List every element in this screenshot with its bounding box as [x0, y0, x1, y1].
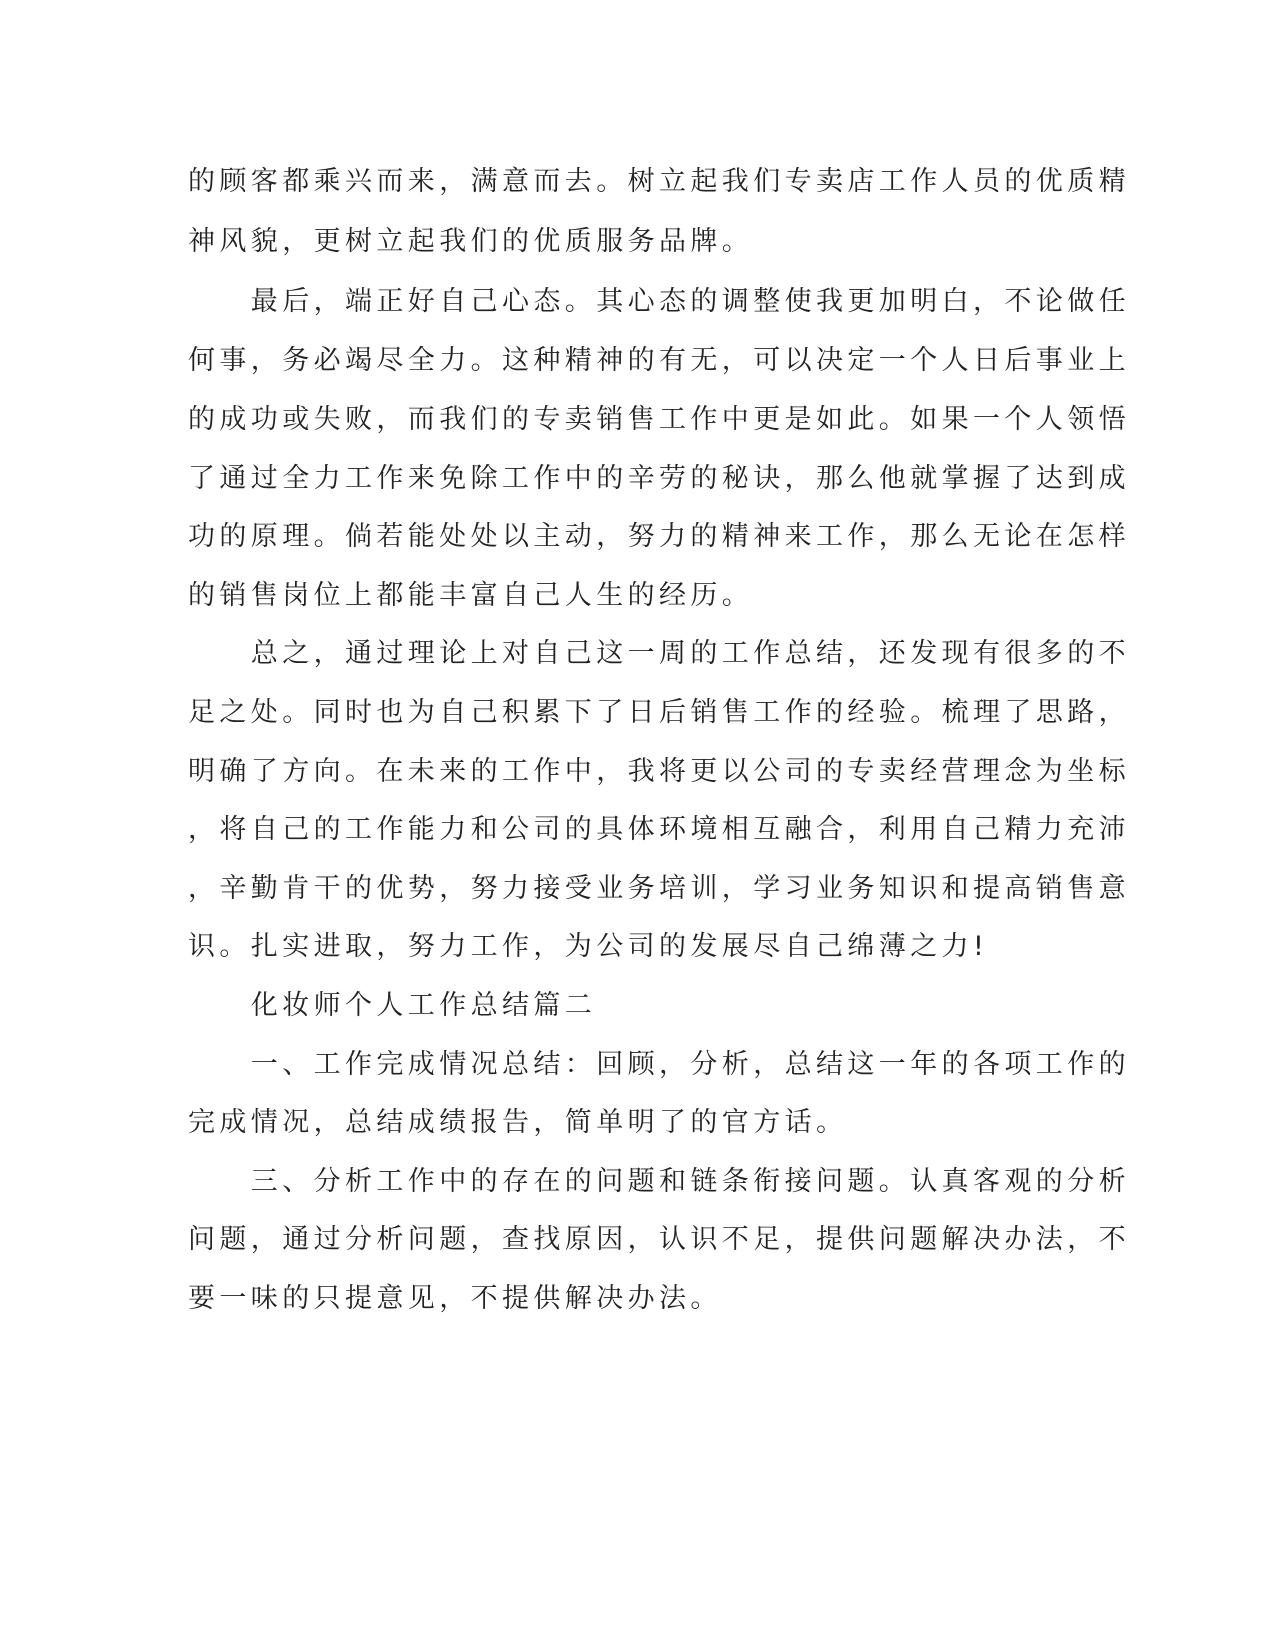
paragraph-start-line: 最后，端正好自己心态。其心态的调整使我更加明白，不论做任 — [188, 286, 1130, 317]
text-line: 功的原理。倘若能处处以主动，努力的精神来工作，那么无论在怎样 — [188, 521, 1130, 552]
text-line: 完成情况，总结成绩报告，简单明了的官方话。 — [188, 1107, 848, 1138]
text-line: 识。扎实进取，努力工作，为公司的发展尽自己绵薄之力! — [188, 931, 989, 962]
text-line: 明确了方向。在未来的工作中，我将更以公司的专卖经营理念为坐标 — [188, 756, 1130, 787]
text-line: ，辛勤肯干的优势，努力接受业务培训，学习业务知识和提高销售意 — [188, 873, 1130, 904]
text-line: 的顾客都乘兴而来，满意而去。树立起我们专卖店工作人员的优质精 — [188, 166, 1130, 197]
text-line: ，将自己的工作能力和公司的具体环境相互融合，利用自己精力充沛 — [188, 814, 1130, 845]
paragraph-start-line: 三、分析工作中的存在的问题和链条衔接问题。认真客观的分析 — [188, 1166, 1130, 1197]
text-line: 的销售岗位上都能丰富自己人生的经历。 — [188, 580, 754, 611]
paragraph-start-line: 一、工作完成情况总结：回顾，分析，总结这一年的各项工作的 — [188, 1049, 1130, 1080]
text-line: 问题，通过分析问题，查找原因，认识不足，提供问题解决办法，不 — [188, 1224, 1130, 1255]
text-line: 要一味的只提意见，不提供解决办法。 — [188, 1283, 722, 1314]
text-line: 的成功或失败，而我们的专卖销售工作中更是如此。如果一个人领悟 — [188, 404, 1130, 435]
text-line: 足之处。同时也为自己积累下了日后销售工作的经验。梳理了思路， — [188, 697, 1130, 728]
text-line: 了通过全力工作来免除工作中的辛劳的秘诀，那么他就掌握了达到成 — [188, 463, 1130, 494]
paragraph-start-line: 总之，通过理论上对自己这一周的工作总结，还发现有很多的不 — [188, 638, 1130, 669]
text-line: 何事，务必竭尽全力。这种精神的有无，可以决定一个人日后事业上 — [188, 345, 1130, 376]
text-line: 神风貌，更树立起我们的优质服务品牌。 — [188, 226, 754, 257]
section-heading: 化妆师个人工作总结篇二 — [188, 990, 597, 1021]
